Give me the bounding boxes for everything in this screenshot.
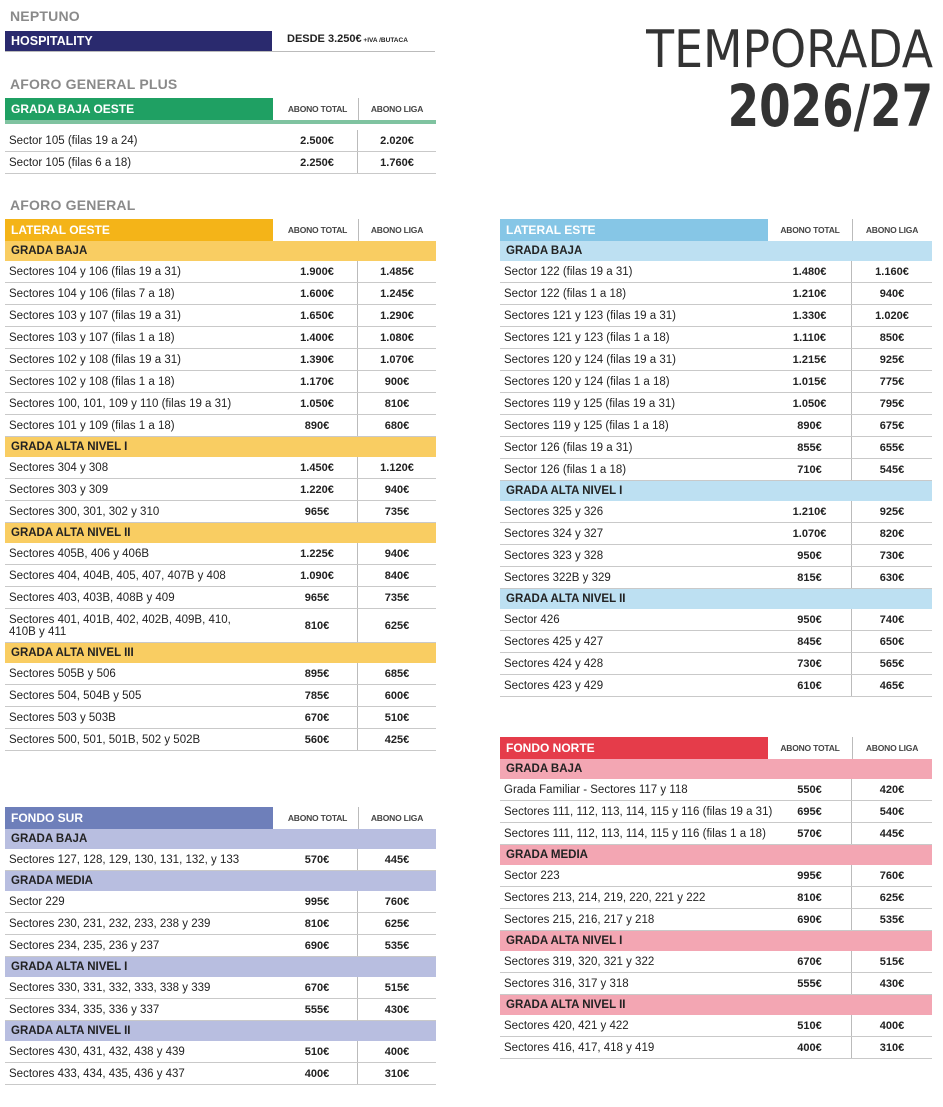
abono-total-price: 570€ — [277, 849, 358, 870]
abono-liga-price: 430€ — [879, 978, 905, 990]
sector-label: Sectores 103 y 107 (filas 1 a 18) — [9, 332, 175, 344]
abono-liga-price: 810€ — [384, 398, 410, 410]
price-row — [500, 437, 932, 459]
sector-label: Sectores 404, 404B, 405, 407, 407B y 408 — [9, 570, 226, 582]
price-row — [5, 371, 436, 393]
price-row — [5, 707, 436, 729]
abono-total-price: 995€ — [277, 891, 358, 912]
hospitality-bar: HOSPITALITY — [5, 31, 272, 51]
subsection-header: GRADA ALTA NIVEL I — [5, 437, 436, 457]
subsection-header: GRADA BAJA — [500, 241, 932, 261]
price-row — [500, 393, 932, 415]
abono-total-price: 810€ — [277, 913, 358, 934]
price-row — [500, 327, 932, 349]
abono-liga-price: 1.485€ — [380, 266, 414, 278]
abono-total-price: 995€ — [768, 865, 852, 886]
abono-total-price: 1.070€ — [768, 523, 852, 544]
abono-total-price: 560€ — [277, 729, 358, 750]
price-row — [5, 935, 436, 957]
sector-label: Sector 122 (filas 19 a 31) — [504, 266, 633, 278]
abono-total-price: 1.900€ — [277, 261, 358, 282]
subsection-header: GRADA ALTA NIVEL II — [5, 523, 436, 543]
sector-label: Sectores 325 y 326 — [504, 506, 604, 518]
abono-liga-price: 925€ — [879, 354, 905, 366]
abono-total-price: 890€ — [277, 415, 358, 436]
abono-liga-price: 1.120€ — [380, 462, 414, 474]
column-header-abono-liga: ABONO LIGA — [370, 813, 424, 823]
abono-total-price: 965€ — [277, 587, 358, 608]
table-header — [500, 737, 932, 759]
price-row — [500, 545, 932, 567]
sector-label: Sector 229 — [9, 896, 65, 908]
season-heading — [607, 20, 933, 140]
price-row — [5, 393, 436, 415]
abono-liga-price: 430€ — [384, 1004, 410, 1016]
abono-total-price: 1.600€ — [277, 283, 358, 304]
fondo-sur-table — [5, 807, 436, 1085]
abono-liga-price: 840€ — [384, 570, 410, 582]
abono-liga-price: 795€ — [879, 398, 905, 410]
price-row — [500, 973, 932, 995]
sector-label: Sectores 316, 317 y 318 — [504, 978, 629, 990]
price-row — [500, 305, 932, 327]
hospitality-price — [287, 33, 408, 45]
abono-liga-price: 625€ — [384, 918, 410, 930]
abono-liga-price: 775€ — [879, 376, 905, 388]
sector-label: Sectores 505B y 506 — [9, 668, 116, 680]
abono-total-price: 710€ — [768, 459, 852, 480]
sector-label: Sectores 304 y 308 — [9, 462, 109, 474]
sector-label: Sectores 121 y 123 (filas 19 a 31) — [504, 310, 676, 322]
abono-liga-price: 465€ — [879, 680, 905, 692]
price-row — [500, 865, 932, 887]
table-title: FONDO SUR — [5, 807, 273, 829]
abono-liga-price: 1.290€ — [380, 310, 414, 322]
abono-total-price: 810€ — [768, 887, 852, 908]
abono-liga-price: 760€ — [879, 870, 905, 882]
abono-liga-price: 735€ — [384, 506, 410, 518]
sector-label: Sectores 319, 320, 321 y 322 — [504, 956, 655, 968]
abono-total-price: 550€ — [768, 779, 852, 800]
price-row — [5, 152, 436, 174]
sector-label: Sector 126 (filas 19 a 31) — [504, 442, 633, 454]
sector-label: Sectores 100, 101, 109 y 110 (filas 19 a 31) — [9, 398, 232, 410]
price-row — [500, 283, 932, 305]
abono-liga-price: 685€ — [384, 668, 410, 680]
abono-total-price: 695€ — [768, 801, 852, 822]
column-header-abono-liga: ABONO LIGA — [865, 743, 919, 753]
column-header-abono-liga: ABONO LIGA — [370, 104, 424, 114]
abono-liga-price: 310€ — [384, 1068, 410, 1080]
abono-liga-price: 760€ — [384, 896, 410, 908]
abono-total-price: 890€ — [768, 415, 852, 436]
subsection-header: GRADA ALTA NIVEL III — [5, 643, 436, 663]
subsection-header: GRADA MEDIA — [500, 845, 932, 865]
sector-label: Sectores 330, 331, 332, 333, 338 y 339 — [9, 982, 211, 994]
abono-total-price: 730€ — [768, 653, 852, 674]
price-row — [500, 349, 932, 371]
abono-liga-price: 1.070€ — [380, 354, 414, 366]
abono-liga-price: 1.080€ — [380, 332, 414, 344]
abono-total-price: 670€ — [768, 951, 852, 972]
price-row — [5, 977, 436, 999]
sector-label: Sectores 403, 403B, 408B y 409 — [9, 592, 175, 604]
abono-total-price: 1.210€ — [768, 283, 852, 304]
price-row — [500, 609, 932, 631]
sector-label: Sectores 213, 214, 219, 220, 221 y 222 — [504, 892, 706, 904]
table-header — [5, 98, 436, 124]
abono-total-price: 855€ — [768, 437, 852, 458]
price-row — [5, 891, 436, 913]
price-row — [500, 415, 932, 437]
header-underline — [5, 120, 436, 124]
subsection-header: GRADA BAJA — [500, 759, 932, 779]
price-row — [500, 523, 932, 545]
abono-liga-price: 420€ — [879, 784, 905, 796]
abono-total-price: 815€ — [768, 567, 852, 588]
abono-total-price: 2.250€ — [277, 152, 358, 173]
sector-label: Sectores 120 y 124 (filas 1 a 18) — [504, 376, 670, 388]
sector-label: Sectores 334, 335, 336 y 337 — [9, 1004, 160, 1016]
abono-total-price: 510€ — [768, 1015, 852, 1036]
price-row — [5, 1041, 436, 1063]
abono-total-price: 1.170€ — [277, 371, 358, 392]
abono-total-price: 1.400€ — [277, 327, 358, 348]
abono-liga-price: 655€ — [879, 442, 905, 454]
neptuno-section-title: NEPTUNO — [10, 8, 80, 24]
price-row — [500, 887, 932, 909]
abono-total-price: 950€ — [768, 545, 852, 566]
column-header-abono-total: ABONO TOTAL — [277, 219, 359, 241]
abono-liga-price: 2.020€ — [380, 135, 414, 147]
sector-label: Sectores 215, 216, 217 y 218 — [504, 914, 655, 926]
price-row — [5, 479, 436, 501]
sector-label: Sectores 101 y 109 (filas 1 a 18) — [9, 420, 175, 432]
abono-total-price: 785€ — [277, 685, 358, 706]
price-row — [500, 823, 932, 845]
abono-total-price: 510€ — [277, 1041, 358, 1062]
sector-label: Sectores 119 y 125 (filas 19 a 31) — [504, 398, 676, 410]
price-row — [5, 457, 436, 479]
abono-liga-price: 510€ — [384, 712, 410, 724]
sector-label: Sector 105 (filas 19 a 24) — [9, 135, 138, 147]
abono-liga-price: 820€ — [879, 528, 905, 540]
abono-liga-price: 445€ — [384, 854, 410, 866]
price-row — [5, 729, 436, 751]
sector-label: Sectores 416, 417, 418 y 419 — [504, 1042, 655, 1054]
price-row — [5, 913, 436, 935]
table-title: LATERAL OESTE — [5, 219, 273, 241]
abono-liga-price: 925€ — [879, 506, 905, 518]
price-row — [5, 501, 436, 523]
hospitality-price-value: DESDE 3.250€ — [287, 33, 362, 45]
sector-label: Sector 426 — [504, 614, 560, 626]
price-row — [5, 327, 436, 349]
price-row — [500, 801, 932, 823]
price-row — [5, 283, 436, 305]
price-row — [500, 779, 932, 801]
sector-label: Sector 126 (filas 1 a 18) — [504, 464, 627, 476]
lateral-este-table — [500, 219, 932, 697]
abono-liga-price: 940€ — [879, 288, 905, 300]
price-row — [5, 685, 436, 707]
abono-total-price: 810€ — [277, 609, 358, 642]
price-row — [500, 459, 932, 481]
sector-label: Sectores 423 y 429 — [504, 680, 604, 692]
hospitality-price-suffix: +IVA /BUTACA — [361, 37, 408, 44]
abono-liga-price: 425€ — [384, 734, 410, 746]
sector-label: Sectores 323 y 328 — [504, 550, 604, 562]
abono-liga-price: 540€ — [879, 806, 905, 818]
abono-total-price: 1.450€ — [277, 457, 358, 478]
sector-label: Sectores 401, 401B, 402, 402B, 409B, 410, 410B y 411 — [9, 614, 231, 638]
abono-total-price: 400€ — [768, 1037, 852, 1058]
price-row — [500, 631, 932, 653]
abono-total-price: 555€ — [277, 999, 358, 1020]
subsection-header: GRADA ALTA NIVEL II — [500, 995, 932, 1015]
abono-total-price: 1.220€ — [277, 479, 358, 500]
subsection-header: GRADA ALTA NIVEL I — [500, 931, 932, 951]
subsection-header: GRADA ALTA NIVEL II — [500, 589, 932, 609]
abono-liga-price: 625€ — [384, 620, 410, 632]
sector-label: Sectores 500, 501, 501B, 502 y 502B — [9, 734, 201, 746]
subsection-header: GRADA BAJA — [5, 829, 436, 849]
abono-liga-price: 740€ — [879, 614, 905, 626]
abono-total-price: 1.050€ — [277, 393, 358, 414]
sector-label: Sector 105 (filas 6 a 18) — [9, 157, 132, 169]
abono-liga-price: 735€ — [384, 592, 410, 604]
price-row — [500, 1037, 932, 1059]
price-row — [500, 501, 932, 523]
sector-label: Sectores 120 y 124 (filas 19 a 31) — [504, 354, 676, 366]
sector-label: Sectores 430, 431, 432, 438 y 439 — [9, 1046, 185, 1058]
sector-label: Sectores 300, 301, 302 y 310 — [9, 506, 160, 518]
sector-label: Sectores 102 y 108 (filas 19 a 31) — [9, 354, 181, 366]
sector-label: Sectores 424 y 428 — [504, 658, 604, 670]
price-row — [5, 261, 436, 283]
price-row — [500, 909, 932, 931]
price-row — [500, 653, 932, 675]
sector-label: Grada Familiar - Sectores 117 y 118 — [504, 784, 688, 796]
price-row — [5, 130, 436, 152]
table-header — [5, 219, 436, 241]
abono-total-price: 950€ — [768, 609, 852, 630]
aforo-general-section-title: AFORO GENERAL — [10, 197, 136, 213]
price-row — [500, 1015, 932, 1037]
price-row — [5, 999, 436, 1021]
price-row — [500, 951, 932, 973]
price-row — [5, 415, 436, 437]
abono-total-price: 1.110€ — [768, 327, 852, 348]
abono-liga-price: 445€ — [879, 828, 905, 840]
sector-label: Sectores 433, 434, 435, 436 y 437 — [9, 1068, 185, 1080]
grada-baja-oeste-table — [5, 98, 436, 174]
table-header — [500, 219, 932, 241]
sector-label: Sector 122 (filas 1 a 18) — [504, 288, 627, 300]
subsection-header: GRADA ALTA NIVEL I — [500, 481, 932, 501]
abono-liga-price: 565€ — [879, 658, 905, 670]
abono-total-price: 1.215€ — [768, 349, 852, 370]
abono-total-price: 1.330€ — [768, 305, 852, 326]
abono-liga-price: 1.020€ — [875, 310, 909, 322]
price-row — [500, 371, 932, 393]
column-header-abono-total: ABONO TOTAL — [277, 98, 359, 120]
lateral-oeste-table — [5, 219, 436, 751]
abono-total-price: 1.090€ — [277, 565, 358, 586]
subsection-header: GRADA ALTA NIVEL I — [5, 957, 436, 977]
abono-liga-price: 680€ — [384, 420, 410, 432]
price-row — [5, 349, 436, 371]
abono-total-price: 2.500€ — [277, 130, 358, 151]
column-header-abono-liga: ABONO LIGA — [865, 225, 919, 235]
abono-liga-price: 940€ — [384, 548, 410, 560]
fondo-norte-table — [500, 737, 932, 1059]
sector-label: Sectores 405B, 406 y 406B — [9, 548, 150, 560]
price-row — [500, 261, 932, 283]
table-title: GRADA BAJA OESTE — [5, 98, 273, 120]
abono-liga-price: 535€ — [879, 914, 905, 926]
sector-label: Sectores 103 y 107 (filas 19 a 31) — [9, 310, 181, 322]
abono-total-price: 965€ — [277, 501, 358, 522]
abono-total-price: 570€ — [768, 823, 852, 844]
season-heading-years: 2026/27 — [727, 72, 933, 140]
abono-liga-price: 675€ — [879, 420, 905, 432]
subsection-header: GRADA MEDIA — [5, 871, 436, 891]
abono-total-price: 895€ — [277, 663, 358, 684]
price-row — [500, 675, 932, 697]
abono-total-price: 845€ — [768, 631, 852, 652]
column-header-abono-total: ABONO TOTAL — [277, 807, 359, 829]
table-title: FONDO NORTE — [500, 737, 768, 759]
abono-liga-price: 900€ — [384, 376, 410, 388]
abono-total-price: 1.650€ — [277, 305, 358, 326]
price-row — [5, 1063, 436, 1085]
price-row — [5, 305, 436, 327]
abono-liga-price: 940€ — [384, 484, 410, 496]
sector-label: Sectores 127, 128, 129, 130, 131, 132, y 133 — [9, 854, 240, 866]
price-row — [5, 543, 436, 565]
abono-liga-price: 310€ — [879, 1042, 905, 1054]
season-heading-label: TEMPORADA — [646, 20, 933, 80]
sector-label: Sectores 425 y 427 — [504, 636, 604, 648]
price-row — [5, 849, 436, 871]
sector-label: Sectores 121 y 123 (filas 1 a 18) — [504, 332, 670, 344]
aforo-plus-section-title: AFORO GENERAL PLUS — [10, 76, 178, 92]
abono-liga-price: 625€ — [879, 892, 905, 904]
abono-liga-price: 1.160€ — [875, 266, 909, 278]
abono-liga-price: 400€ — [879, 1020, 905, 1032]
abono-liga-price: 850€ — [879, 332, 905, 344]
abono-total-price: 670€ — [277, 707, 358, 728]
subsection-header: GRADA ALTA NIVEL II — [5, 1021, 436, 1041]
table-title: LATERAL ESTE — [500, 219, 768, 241]
sector-label: Sectores 230, 231, 232, 233, 238 y 239 — [9, 918, 211, 930]
abono-liga-price: 535€ — [384, 940, 410, 952]
sector-label: Sectores 111, 112, 113, 114, 115 y 116 (filas 19 a 31) — [504, 806, 773, 818]
abono-total-price: 1.480€ — [768, 261, 852, 282]
sector-label: Sectores 234, 235, 236 y 237 — [9, 940, 160, 952]
sector-label: Sectores 504, 504B y 505 — [9, 690, 142, 702]
price-row — [5, 663, 436, 685]
sector-label: Sectores 322B y 329 — [504, 572, 611, 584]
abono-liga-price: 400€ — [384, 1046, 410, 1058]
abono-total-price: 1.225€ — [277, 543, 358, 564]
price-row — [5, 565, 436, 587]
sector-label: Sectores 104 y 106 (filas 19 a 31) — [9, 266, 181, 278]
abono-liga-price: 515€ — [384, 982, 410, 994]
subsection-header: GRADA BAJA — [5, 241, 436, 261]
abono-total-price: 690€ — [768, 909, 852, 930]
abono-liga-price: 630€ — [879, 572, 905, 584]
hospitality-divider — [5, 51, 435, 52]
abono-total-price: 555€ — [768, 973, 852, 994]
abono-total-price: 670€ — [277, 977, 358, 998]
abono-liga-price: 1.760€ — [380, 157, 414, 169]
sector-label: Sectores 303 y 309 — [9, 484, 109, 496]
abono-total-price: 690€ — [277, 935, 358, 956]
sector-label: Sectores 104 y 106 (filas 7 a 18) — [9, 288, 175, 300]
abono-total-price: 1.050€ — [768, 393, 852, 414]
abono-liga-price: 515€ — [879, 956, 905, 968]
price-row — [5, 609, 436, 643]
abono-total-price: 610€ — [768, 675, 852, 696]
abono-liga-price: 600€ — [384, 690, 410, 702]
sector-label: Sectores 420, 421 y 422 — [504, 1020, 629, 1032]
sector-label: Sectores 111, 112, 113, 114, 115 y 116 (filas 1 a 18) — [504, 828, 766, 840]
column-header-abono-total: ABONO TOTAL — [768, 219, 853, 241]
price-row — [500, 567, 932, 589]
column-header-abono-liga: ABONO LIGA — [370, 225, 424, 235]
abono-liga-price: 1.245€ — [380, 288, 414, 300]
column-header-abono-total: ABONO TOTAL — [768, 737, 853, 759]
sector-label: Sector 223 — [504, 870, 560, 882]
abono-total-price: 400€ — [277, 1063, 358, 1084]
abono-total-price: 1.390€ — [277, 349, 358, 370]
sector-label: Sectores 324 y 327 — [504, 528, 604, 540]
sector-label: Sectores 102 y 108 (filas 1 a 18) — [9, 376, 175, 388]
sector-label: Sectores 119 y 125 (filas 1 a 18) — [504, 420, 669, 432]
abono-liga-price: 730€ — [879, 550, 905, 562]
abono-total-price: 1.210€ — [768, 501, 852, 522]
sector-label: Sectores 503 y 503B — [9, 712, 116, 724]
abono-total-price: 1.015€ — [768, 371, 852, 392]
abono-liga-price: 650€ — [879, 636, 905, 648]
abono-liga-price: 545€ — [879, 464, 905, 476]
table-header — [5, 807, 436, 829]
price-row — [5, 587, 436, 609]
